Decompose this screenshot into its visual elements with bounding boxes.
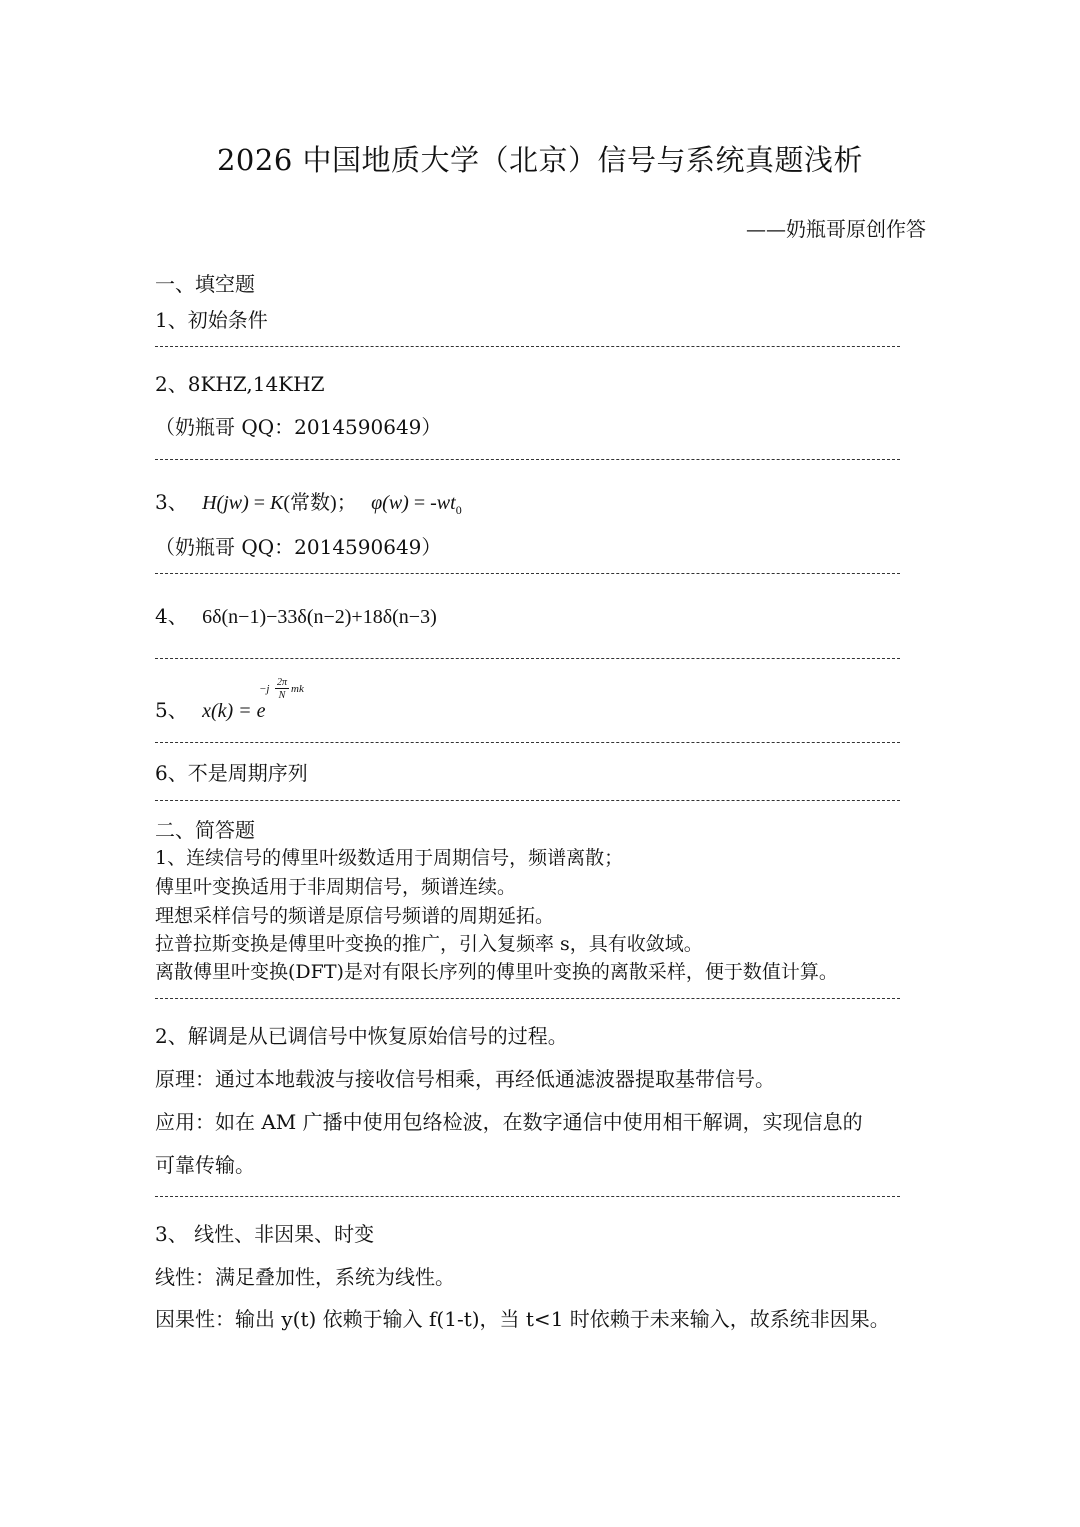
qq-note: （奶瓶哥 QQ：2014590649） xyxy=(155,535,442,559)
divider xyxy=(155,1196,900,1197)
answer-text-line: 拉普拉斯变换是傅里叶变换的推广，引入复频率 s，具有收敛域。 xyxy=(155,933,703,955)
answer-text-line: 应用：如在 AM 广播中使用包络检波，在数字通信中使用相干解调，实现信息的 xyxy=(155,1110,863,1134)
answer-text-line: 2、解调是从已调信号中恢复原始信号的过程。 xyxy=(155,1024,568,1048)
answer-text-line: 可靠传输。 xyxy=(155,1153,255,1177)
answer-number: 3、 xyxy=(155,490,188,514)
qq-note: （奶瓶哥 QQ：2014590649） xyxy=(155,415,442,439)
formula-delta-sequence: 6δ(n−1)−33δ(n−2)+18δ(n−3) xyxy=(202,606,437,628)
formula-exponential: x(k) = e xyxy=(202,700,266,722)
section-heading-fill-blank: 一、填空题 xyxy=(155,272,255,296)
divider xyxy=(155,742,900,743)
formula-equals: = - xyxy=(408,492,437,514)
answer-1: 1、初始条件 xyxy=(155,308,268,332)
divider xyxy=(155,800,900,801)
answer-number: 4、 xyxy=(155,604,188,628)
answer-text-line: 傅里叶变换适用于非周期信号，频谱连续。 xyxy=(155,876,517,898)
answer-3 xyxy=(155,486,462,518)
answer-text-line: 线性：满足叠加性，系统为线性。 xyxy=(155,1265,455,1289)
divider xyxy=(155,346,900,347)
answer-text-line: 因果性：输出 y(t) 依赖于输入 f(1-t)，当 t<1 时依赖于未来输入，故系统非因果。 xyxy=(155,1307,890,1331)
formula-fraction-numerator: 2π xyxy=(276,677,287,688)
formula-symbol: K xyxy=(270,492,284,514)
answer-text-line: 离散傅里叶变换(DFT)是对有限长序列的傅里叶变换的离散采样，便于数值计算。 xyxy=(155,961,838,983)
answer-text-line: 3、 线性、非因果、时变 xyxy=(155,1222,375,1246)
divider xyxy=(155,459,900,460)
answer-2: 2、8KHZ,14KHZ xyxy=(155,372,325,396)
author-credit: ——奶瓶哥原创作答 xyxy=(746,217,926,241)
formula-exponent-tail: mk xyxy=(291,683,304,695)
answer-text-line: 原理：通过本地载波与接收信号相乘，再经低通滤波器提取基带信号。 xyxy=(155,1067,775,1091)
answer-text-line: 1、连续信号的傅里叶级数适用于周期信号，频谱离散； xyxy=(155,847,624,869)
formula-symbol: φ xyxy=(371,492,383,514)
answer-text-line: 理想采样信号的频谱是原信号频谱的周期延拓。 xyxy=(155,905,555,927)
formula-symbol: H xyxy=(202,492,217,514)
section-heading-short-answer: 二、简答题 xyxy=(155,818,255,842)
answer-number: 5、 xyxy=(155,698,188,722)
formula-arg: (w) xyxy=(382,492,409,514)
divider xyxy=(155,998,900,999)
formula-equals: = xyxy=(248,492,271,514)
formula-subscript: 0 xyxy=(455,503,462,517)
divider xyxy=(155,573,900,574)
answer-6: 6、不是周期序列 xyxy=(155,761,308,785)
answer-4 xyxy=(155,600,437,629)
answer-5 xyxy=(155,694,266,723)
page-title: 2026 中国地质大学（北京）信号与系统真题浅析 xyxy=(216,143,864,177)
formula-transfer-function xyxy=(202,492,357,514)
formula-symbol: wt xyxy=(436,492,456,514)
formula-arg: (jw) xyxy=(216,492,249,514)
formula-fraction-denominator: N xyxy=(278,690,286,701)
formula-exponent-sign: −j xyxy=(259,683,270,695)
divider xyxy=(155,658,900,659)
formula-note: (常数)； xyxy=(283,492,357,514)
formula-phase xyxy=(371,492,462,517)
